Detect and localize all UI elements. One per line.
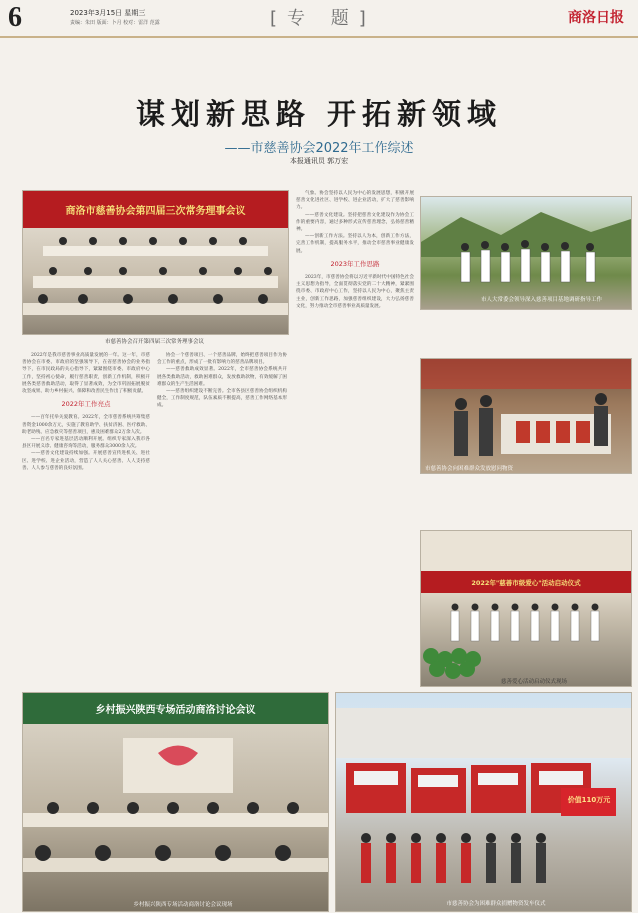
photo-truck-send-off [335, 692, 632, 912]
caption-launch-ceremony: 慈善爱心活动启动仪式现场 [501, 679, 568, 685]
text-column-3 [296, 190, 414, 685]
distribution-scene-illustration [421, 359, 631, 473]
text-column-1 [22, 352, 150, 682]
article-subtitle: ——市慈善协会2022年工作综述 [224, 141, 414, 156]
newspaper-logo: 商洛日报 [568, 10, 624, 26]
photo-outdoor-inspection [420, 196, 632, 310]
editors-line: 责编：朱田 版面：卜月 校对：雷洋 范露 [70, 20, 160, 26]
photo-council-meeting [22, 190, 289, 335]
caption-supply-distribution: 市慈善协会向困难群众发放慰问物资 [425, 466, 514, 472]
paragraph: ——百名专家进基层活动顺利开展。组织专家深入我市各县区开展义诊、健康咨询等活动，服务群众3000余人次。 [22, 437, 150, 450]
meeting-banner: 商洛市慈善协会第四届三次常务理事会议 [23, 191, 288, 228]
photo-rural-meeting [22, 692, 329, 912]
paragraph: 2023年，市慈善协会将以习近平新时代中国特色社会主义思想为指导，全面贯彻落实党的二十大精神，紧紧围绕市委、市政府中心工作，坚持以人民为中心，聚焦主责主业，创新工作思路，加强慈善组织建设，大力弘扬慈善文化，努力推动全市慈善事业高质量发展。 [296, 275, 414, 309]
rural-meeting-banner: 乡村振兴陕西专场活动商洛讨论会议 [23, 693, 328, 724]
caption-rural-meeting: 乡村振兴陕西专场活动商洛讨论会议现场 [133, 902, 233, 908]
text-column-2 [157, 352, 287, 682]
paragraph: 协会一个慈善项目、一个慈善品牌，始终把慈善项目作为协会工作的重点，形成了一批有影响力的慈善品牌项目。 [157, 353, 287, 366]
article-title: 谋划新思路 开拓新领域 [135, 97, 503, 131]
rural-meeting-illustration [23, 693, 328, 911]
caption-council-meeting: 市慈善协会召开第四届三次常务理事会议 [104, 339, 204, 345]
paragraph: 气象。协会坚持以人民为中心的发展思想，积极开展慈善文化进社区、进学校、进企业活动，扩大了慈善影响力。 [296, 191, 414, 211]
paragraph: ——慈善文化建设。坚持把慈善文化建设作为协会工作的重要内容，通过多种形式宣传慈善理念，弘扬慈善精神。 [296, 212, 414, 233]
page-header [0, 0, 638, 38]
section-label: [专 题] [270, 8, 376, 29]
photo-supply-distribution [420, 358, 632, 474]
paragraph: 2022年是我市慈善事业高质量发展的一年。这一年，市慈善协会在市委、市政府的坚强领导下，在省慈善协会的业务指导下，在市民政局的关心指导下，紧紧围绕市委、市政府中心工作，坚持初心使命，履行慈善职责，创新工作机制，积极开展各类慈善救助活动，取得了显著成效，为全市巩固拓展脱贫攻坚成果、助力乡村振兴、保障和改善民生作出了积极贡献。 [22, 353, 150, 395]
paragraph: ——百年托举关爱教育。2022年，全市慈善系统共筹集慈善资金1000余万元，实施了教育助学、扶贫济困、医疗救助、助老助残、应急救灾等慈善项目，惠及困难群众2万余人次。 [22, 415, 150, 435]
ceremony-banner: 2022年"慈善市级爱心"活动启动仪式 [421, 571, 631, 593]
caption-outdoor-inspection: 市人大常委会领导深入慈善项目基地调研指导工作 [481, 297, 603, 303]
paragraph: ——慈善文化建设持续加强。开展慈善宣传进机关、进社区、进学校、进企业活动，营造了人人关心慈善、人人支持慈善、人人参与慈善的良好氛围。 [22, 451, 150, 471]
meeting-scene-illustration [23, 191, 288, 334]
section-heading-highlights: 2022年工作亮点 [61, 400, 111, 409]
section-heading-plans: 2023年工作思路 [330, 259, 380, 268]
paragraph: ——慈善救助成效显著。2022年，全市慈善协会系统共开展各类救助活动，救助困难群众，发放救助款物，有效缓解了困难群众的生产生活困难。 [157, 367, 287, 387]
paragraph: ——创新工作方法。坚持以人为本，创新工作方法，完善工作机制，提高服务水平，推动全市慈善事业健康发展。 [296, 234, 414, 254]
donation-value-sign: 价值110万元 [567, 796, 611, 804]
article-byline: 本报通讯员 郭万宏 [289, 157, 349, 165]
ceremony-scene-illustration [421, 531, 631, 686]
page-number: 6 [8, 2, 22, 33]
photo-launch-ceremony [420, 530, 632, 687]
outdoor-scene-illustration [421, 197, 631, 309]
caption-truck-send-off: 市慈善协会为困难群众捐赠物资发车仪式 [446, 901, 546, 907]
paragraph: ——慈善组织建设不断完善。全市各县区慈善协会组织机构健全，工作制度规范，队伍素质不断提高，慈善工作网络基本形成。 [157, 389, 287, 409]
date-line: 2023年3月15日 星期三 [70, 9, 146, 17]
